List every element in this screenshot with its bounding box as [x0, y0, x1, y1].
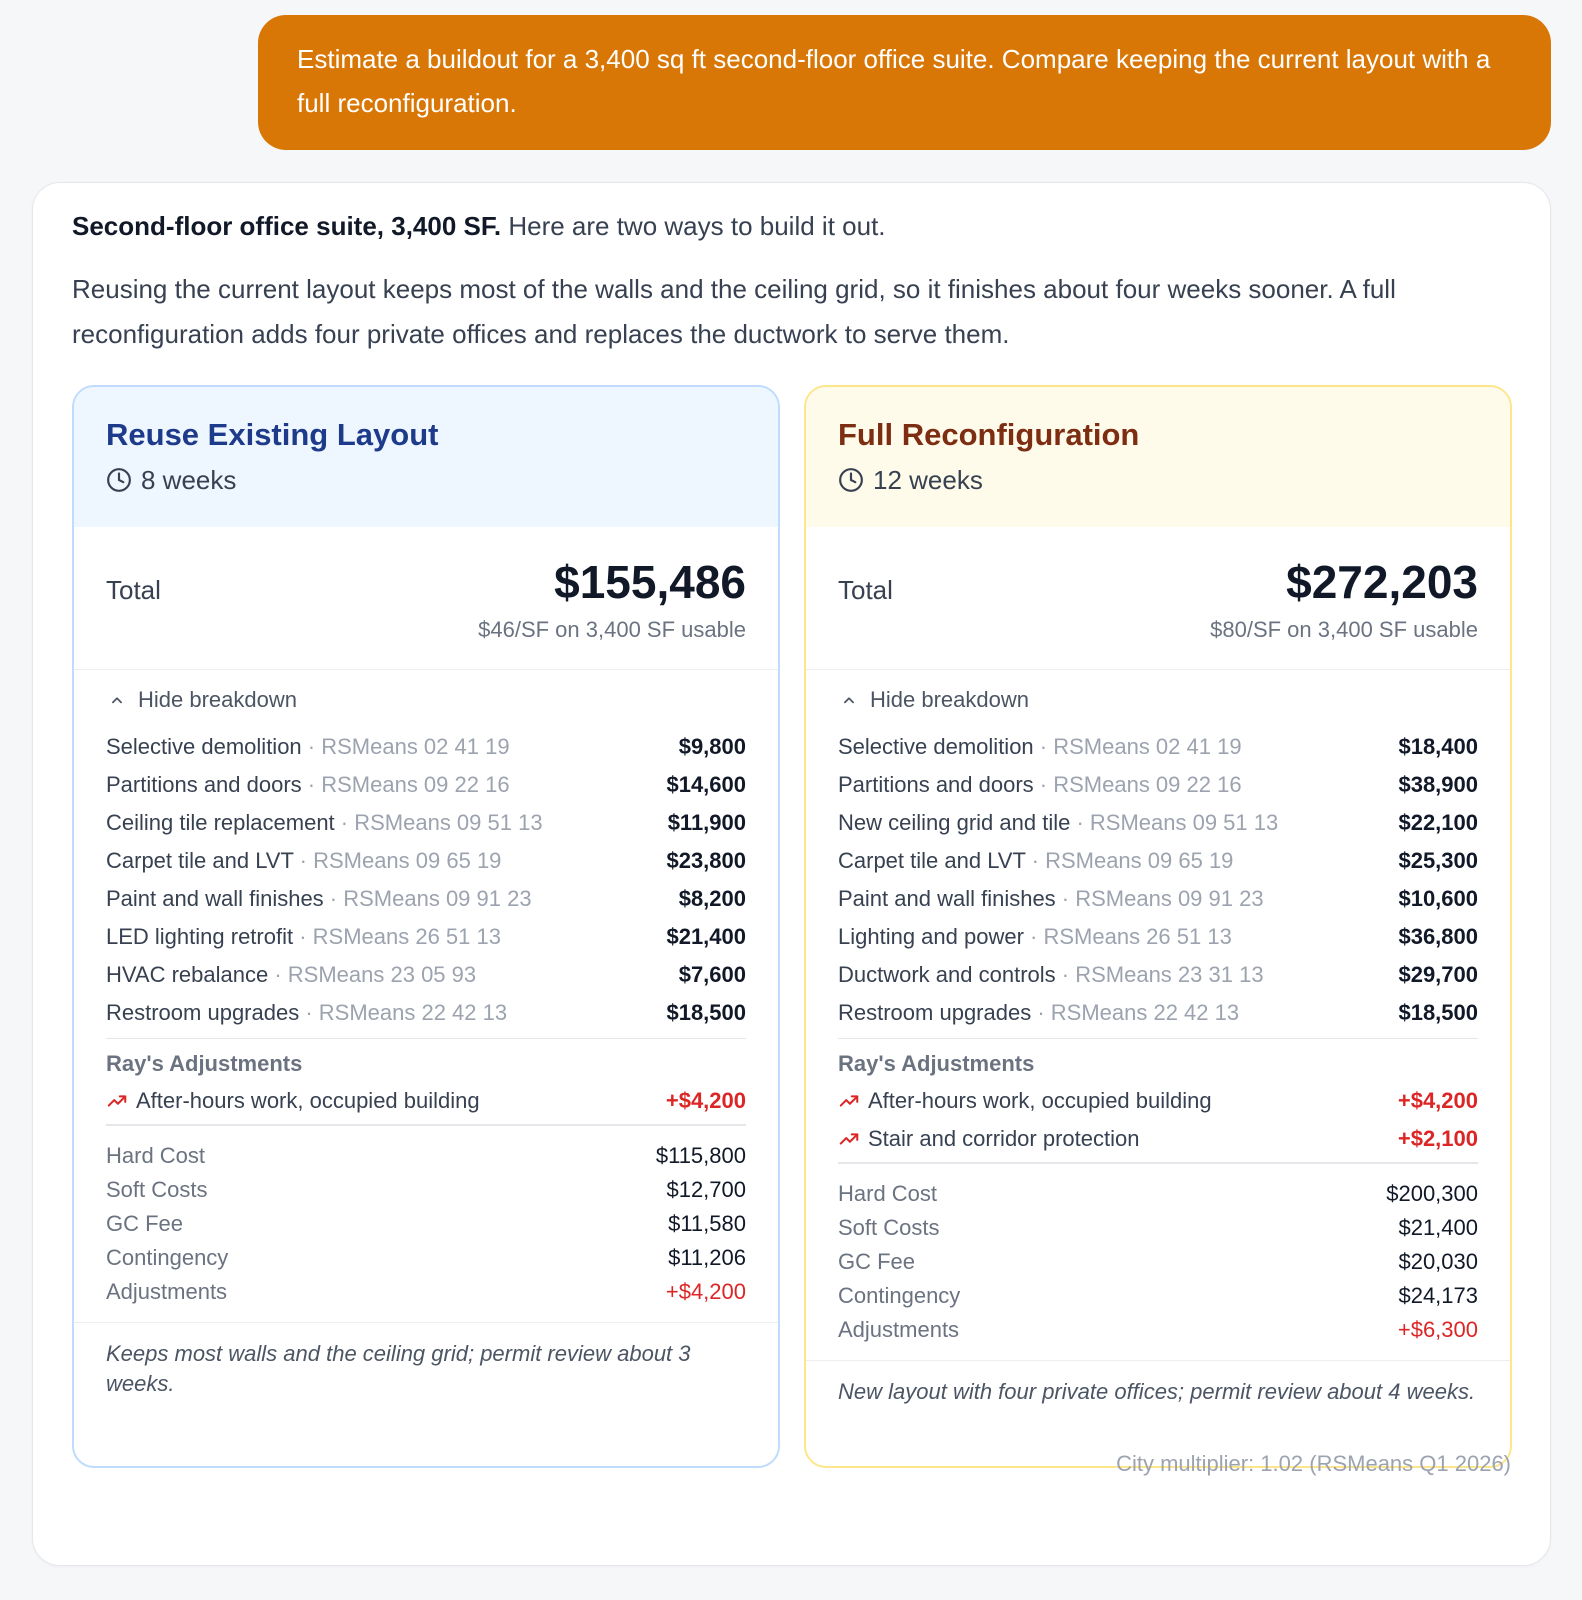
line-item-ref: · RSMeans 09 22 16	[1033, 772, 1242, 797]
per-sf-text: $80/SF on 3,400 SF usable	[1210, 617, 1478, 642]
option-note: Keeps most walls and the ceiling grid; permit review about 3 weeks.	[74, 1322, 778, 1399]
hide-breakdown-label: Hide breakdown	[138, 687, 297, 712]
line-item-ref: · RSMeans 02 41 19	[1033, 734, 1242, 759]
adjustment-label: After-hours work, occupied building	[136, 1088, 480, 1113]
adjustment-item	[106, 1082, 746, 1120]
line-item-ref: · RSMeans 09 91 23	[1055, 886, 1264, 911]
summary-soft-costs	[838, 1211, 1478, 1245]
adjustments-title: Ray's Adjustments	[106, 1051, 303, 1076]
summary-hard-cost	[106, 1139, 746, 1173]
line-item-amount: $23,800	[666, 848, 746, 873]
line-item	[838, 918, 1478, 956]
line-item	[838, 804, 1478, 842]
summary-hard-cost	[838, 1177, 1478, 1211]
line-item-ref: · RSMeans 26 51 13	[293, 924, 501, 949]
total-row	[806, 527, 1510, 670]
reply-lead-bold: Second-floor office suite, 3,400 SF.	[72, 211, 502, 241]
hide-breakdown-toggle[interactable]	[838, 686, 1478, 714]
summary-label: Soft Costs	[106, 1177, 208, 1202]
summary-label: Hard Cost	[838, 1181, 938, 1206]
line-item	[838, 728, 1478, 766]
line-item	[106, 804, 746, 842]
line-item-name: LED lighting retrofit	[106, 924, 294, 949]
summary-value: $24,173	[1398, 1283, 1478, 1308]
line-item-ref: · RSMeans 23 05 93	[268, 962, 477, 987]
summary-adjustments	[106, 1275, 746, 1309]
summary-value: $11,206	[668, 1245, 746, 1270]
trending-up-icon	[838, 1128, 860, 1150]
total-label: Total	[106, 575, 161, 605]
line-item-ref: · RSMeans 23 31 13	[1055, 962, 1264, 987]
total-amount: $272,203	[1286, 556, 1478, 608]
summary-label: Adjustments	[838, 1317, 960, 1342]
line-item-name: Paint and wall finishes	[838, 886, 1056, 911]
summary-value: $11,580	[668, 1211, 746, 1236]
adjustment-label: After-hours work, occupied building	[868, 1088, 1212, 1113]
cost-summary	[838, 1162, 1478, 1347]
line-item	[838, 766, 1478, 804]
clock-icon	[106, 467, 132, 493]
line-item	[838, 994, 1478, 1032]
adjustment-label: Stair and corridor protection	[868, 1126, 1140, 1151]
summary-adjustments	[838, 1313, 1478, 1347]
line-item-ref: · RSMeans 22 42 13	[299, 1000, 508, 1025]
assistant-reply-card	[32, 182, 1551, 1566]
line-item	[838, 842, 1478, 880]
line-item-name: Ceiling tile replacement	[106, 810, 335, 835]
option-duration	[838, 463, 1510, 497]
reply-body: Reusing the current layout keeps most of the walls and the ceiling grid, so it finishes about four weeks sooner. A full reconfiguration adds four private offices and replaces the ductwork to serve them.	[72, 274, 1396, 349]
summary-value: $20,030	[1398, 1249, 1478, 1274]
line-item	[106, 994, 746, 1032]
line-item-name: Restroom upgrades	[838, 1000, 1032, 1025]
adjustment-amount: +$2,100	[1397, 1126, 1478, 1151]
line-item	[838, 956, 1478, 994]
option-title: Reuse Existing Layout	[106, 417, 439, 452]
line-item	[838, 880, 1478, 918]
adjustment-amount: +$4,200	[665, 1088, 746, 1113]
line-item-amount: $11,900	[667, 810, 746, 835]
line-item-amount: $8,200	[678, 886, 746, 911]
line-item-amount: $22,100	[1398, 810, 1478, 835]
line-item-name: Carpet tile and LVT	[838, 848, 1026, 873]
line-item	[106, 766, 746, 804]
line-item-amount: $18,400	[1398, 734, 1478, 759]
chevron-up-icon	[110, 693, 124, 707]
line-item-amount: $21,400	[666, 924, 746, 949]
summary-gc-fee	[838, 1245, 1478, 1279]
line-item-name: Selective demolition	[838, 734, 1034, 759]
summary-value: +$6,300	[1397, 1317, 1478, 1342]
summary-value: $21,400	[1398, 1215, 1478, 1240]
user-message-bubble	[258, 15, 1551, 150]
line-item	[106, 728, 746, 766]
line-item-amount: $29,700	[1398, 962, 1478, 987]
line-item-name: Selective demolition	[106, 734, 302, 759]
line-item-amount: $38,900	[1398, 772, 1478, 797]
line-item	[106, 956, 746, 994]
option-card-full-reconfiguration	[804, 385, 1512, 1468]
clock-icon	[838, 467, 864, 493]
line-item-amount: $18,500	[1398, 1000, 1478, 1025]
cost-summary	[106, 1124, 746, 1309]
line-item-amount: $7,600	[678, 962, 746, 987]
hide-breakdown-toggle[interactable]	[106, 686, 746, 714]
adjustments-section	[106, 1038, 746, 1120]
summary-value: $115,800	[655, 1143, 746, 1168]
line-item-name: Partitions and doors	[106, 772, 302, 797]
line-item-amount: $9,800	[678, 734, 746, 759]
line-item-amount: $18,500	[666, 1000, 746, 1025]
line-item-ref: · RSMeans 26 51 13	[1023, 924, 1232, 949]
line-item-ref: · RSMeans 02 41 19	[301, 734, 510, 759]
line-item-ref: · RSMeans 09 22 16	[301, 772, 510, 797]
line-item-name: Carpet tile and LVT	[106, 848, 294, 873]
adjustments-section	[838, 1038, 1478, 1158]
line-item-ref: · RSMeans 09 51 13	[1070, 810, 1279, 835]
option-duration-text: 8 weeks	[141, 465, 237, 495]
summary-value: +$4,200	[665, 1279, 746, 1304]
user-message-text: Estimate a buildout for a 3,400 sq ft second-floor office suite. Compare keeping the current layout with a full reconfiguration.	[297, 44, 1491, 118]
summary-label: Soft Costs	[838, 1215, 940, 1240]
summary-label: Contingency	[106, 1245, 229, 1270]
option-card-reuse	[72, 385, 780, 1468]
line-item	[106, 842, 746, 880]
summary-label: Adjustments	[106, 1279, 228, 1304]
summary-gc-fee	[106, 1207, 746, 1241]
line-item	[106, 880, 746, 918]
line-item-name: HVAC rebalance	[106, 962, 269, 987]
trending-up-icon	[106, 1090, 128, 1112]
hide-breakdown-label: Hide breakdown	[870, 687, 1029, 712]
breakdown-section	[74, 670, 778, 1309]
line-item-name: New ceiling grid and tile	[838, 810, 1071, 835]
summary-value: $200,300	[1386, 1181, 1478, 1206]
adjustments-title: Ray's Adjustments	[838, 1051, 1035, 1076]
option-header	[806, 387, 1510, 527]
option-duration	[106, 463, 778, 497]
line-item-ref: · RSMeans 09 65 19	[293, 848, 502, 873]
line-item-ref: · RSMeans 22 42 13	[1031, 1000, 1240, 1025]
adjustment-item	[838, 1120, 1478, 1158]
summary-label: GC Fee	[838, 1249, 916, 1274]
line-item-name: Restroom upgrades	[106, 1000, 300, 1025]
line-item-name: Paint and wall finishes	[106, 886, 324, 911]
trending-up-icon	[838, 1090, 860, 1112]
line-item-amount: $14,600	[666, 772, 746, 797]
reply-lead	[72, 211, 886, 242]
adjustment-item	[838, 1082, 1478, 1120]
reply-lead-rest: Here are two ways to build it out.	[501, 211, 886, 241]
option-header	[74, 387, 778, 527]
option-title: Full Reconfiguration	[838, 417, 1140, 452]
line-item-ref: · RSMeans 09 91 23	[323, 886, 532, 911]
summary-value: $12,700	[666, 1177, 746, 1202]
total-amount: $155,486	[554, 556, 746, 608]
chevron-up-icon	[842, 693, 856, 707]
line-item-amount: $25,300	[1398, 848, 1478, 873]
breakdown-section	[806, 670, 1510, 1347]
per-sf-text: $46/SF on 3,400 SF usable	[478, 617, 746, 642]
option-note: New layout with four private offices; permit review about 4 weeks.	[806, 1360, 1510, 1407]
line-item-name: Ductwork and controls	[838, 962, 1056, 987]
line-item-name: Lighting and power	[838, 924, 1024, 949]
summary-label: GC Fee	[106, 1211, 184, 1236]
summary-contingency	[838, 1279, 1478, 1313]
line-item-ref: · RSMeans 09 51 13	[334, 810, 543, 835]
line-item-ref: · RSMeans 09 65 19	[1025, 848, 1234, 873]
summary-soft-costs	[106, 1173, 746, 1207]
city-multiplier-footnote: City multiplier: 1.02 (RSMeans Q1 2026)	[1116, 1451, 1511, 1476]
line-item-amount: $36,800	[1398, 924, 1478, 949]
total-label: Total	[838, 575, 893, 605]
total-row	[74, 527, 778, 670]
line-item-amount: $10,600	[1398, 886, 1478, 911]
line-item	[106, 918, 746, 956]
summary-contingency	[106, 1241, 746, 1275]
adjustment-amount: +$4,200	[1397, 1088, 1478, 1113]
summary-label: Hard Cost	[106, 1143, 206, 1168]
line-item-name: Partitions and doors	[838, 772, 1034, 797]
summary-label: Contingency	[838, 1283, 961, 1308]
option-duration-text: 12 weeks	[873, 465, 983, 495]
